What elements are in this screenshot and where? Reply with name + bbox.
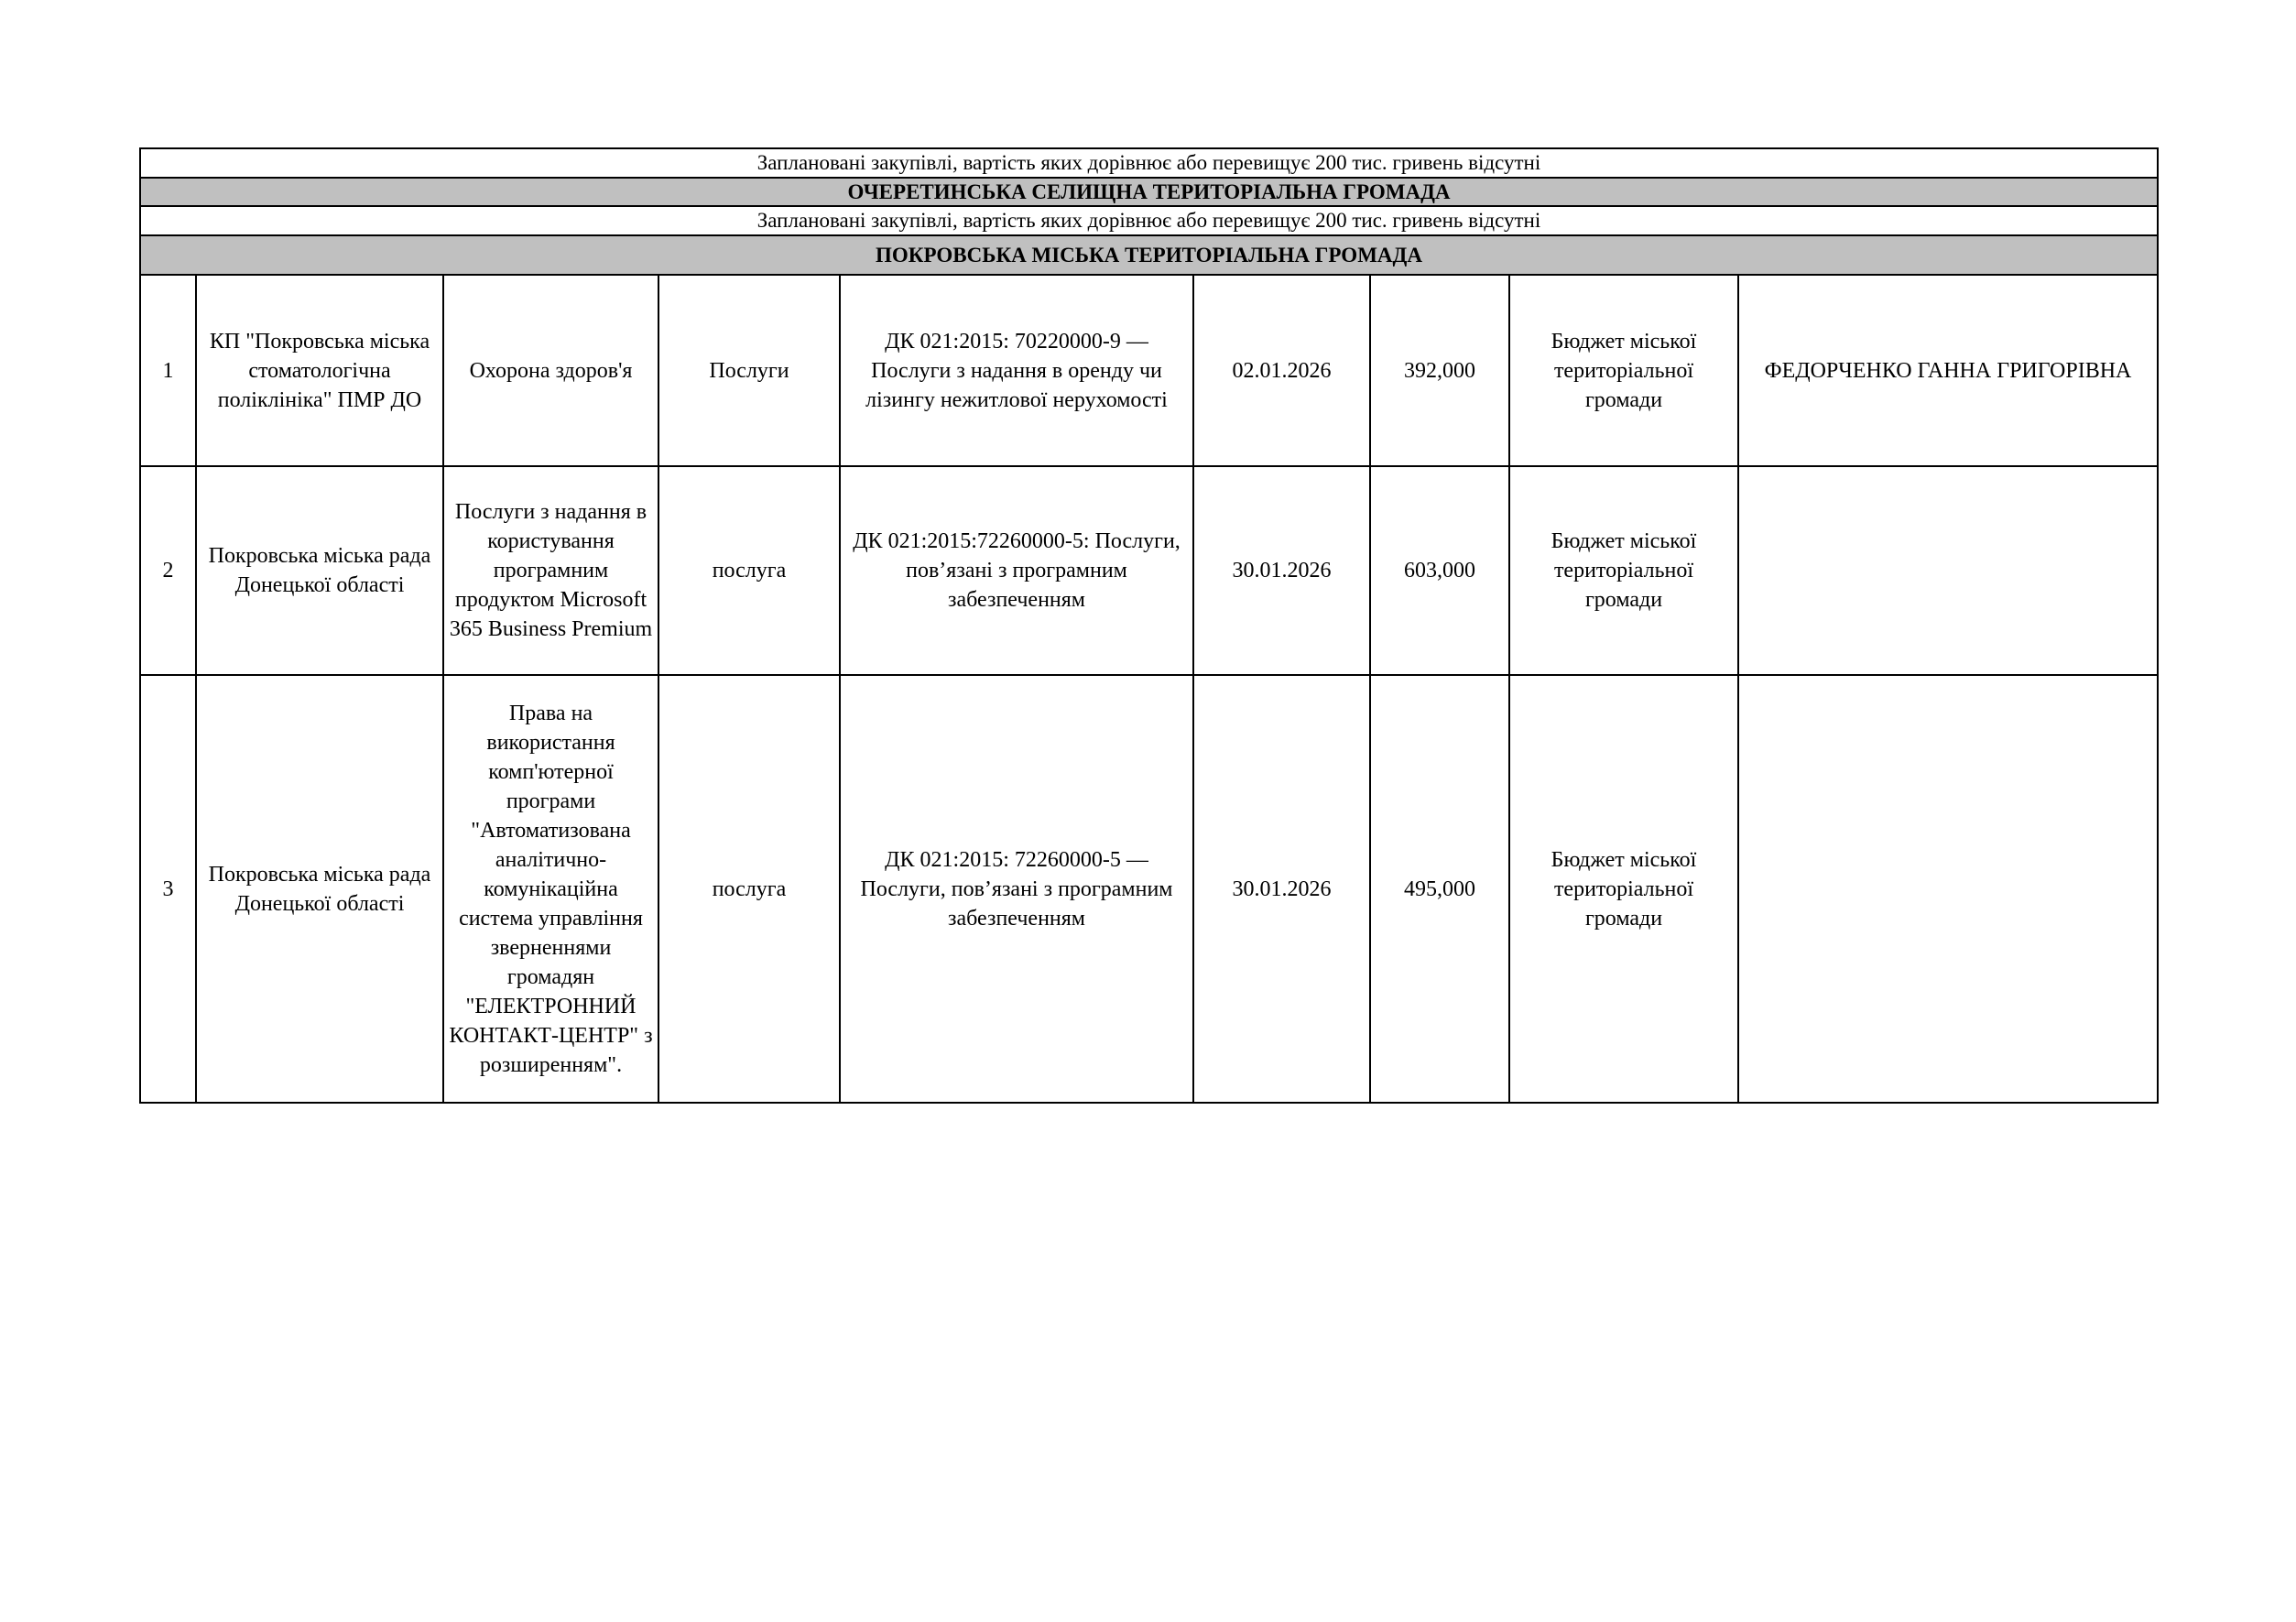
subject-cell: Послуги з надання в користування програмним продуктом Microsoft 365 Business Premium <box>443 466 658 675</box>
contact-person-cell: ФЕДОРЧЕНКО ГАННА ГРИГОРІВНА <box>1738 275 2158 466</box>
no-purchases-note: Заплановані закупівлі, вартість яких дорівнює або перевищує 200 тис. гривень відсутні <box>140 148 2158 178</box>
row-number: 1 <box>140 275 196 466</box>
row-number: 2 <box>140 466 196 675</box>
cpv-code-cell: ДК 021:2015:72260000-5: Послуги, пов’язані з програмним забезпеченням <box>840 466 1193 675</box>
subject-cell: Права на використання комп'ютерної програми "Автоматизована аналітично-комунікаційна система управління зверненнями громадян "ЕЛЕКТРОННИЙ КОНТАКТ-ЦЕНТР" з розширенням". <box>443 675 658 1103</box>
amount-cell: 495,000 <box>1370 675 1509 1103</box>
amount-cell: 603,000 <box>1370 466 1509 675</box>
table-row <box>140 675 2158 1103</box>
contact-person-cell <box>1738 675 2158 1103</box>
table-row <box>140 275 2158 466</box>
cpv-code-cell: ДК 021:2015: 72260000-5 — Послуги, пов’язані з програмним забезпеченням <box>840 675 1193 1103</box>
no-purchases-note: Заплановані закупівлі, вартість яких дорівнює або перевищує 200 тис. гривень відсутні <box>140 206 2158 235</box>
funding-source-cell: Бюджет міської територіальної громади <box>1509 675 1738 1103</box>
note-row <box>140 206 2158 235</box>
note-row <box>140 148 2158 178</box>
section-header-row <box>140 235 2158 275</box>
funding-source-cell: Бюджет міської територіальної громади <box>1509 275 1738 466</box>
row-number: 3 <box>140 675 196 1103</box>
amount-cell: 392,000 <box>1370 275 1509 466</box>
procurement-table <box>139 147 2159 1104</box>
date-cell: 30.01.2026 <box>1193 675 1370 1103</box>
procurement-type-cell: Послуги <box>658 275 840 466</box>
procurement-type-cell: послуга <box>658 675 840 1103</box>
customer-cell: КП "Покровська міська стоматологічна поліклініка" ПМР ДО <box>196 275 443 466</box>
customer-cell: Покровська міська рада Донецької області <box>196 466 443 675</box>
funding-source-cell: Бюджет міської територіальної громади <box>1509 466 1738 675</box>
date-cell: 02.01.2026 <box>1193 275 1370 466</box>
section-title-ocheretyne: ОЧЕРЕТИНСЬКА СЕЛИЩНА ТЕРИТОРІАЛЬНА ГРОМАДА <box>140 178 2158 206</box>
procurement-type-cell: послуга <box>658 466 840 675</box>
customer-cell: Покровська міська рада Донецької області <box>196 675 443 1103</box>
cpv-code-cell: ДК 021:2015: 70220000-9 — Послуги з надання в оренду чи лізингу нежитлової нерухомості <box>840 275 1193 466</box>
contact-person-cell <box>1738 466 2158 675</box>
table-row <box>140 466 2158 675</box>
section-title-pokrovsk: ПОКРОВСЬКА МІСЬКА ТЕРИТОРІАЛЬНА ГРОМАДА <box>140 235 2158 275</box>
subject-cell: Охорона здоров'я <box>443 275 658 466</box>
date-cell: 30.01.2026 <box>1193 466 1370 675</box>
section-header-row <box>140 178 2158 206</box>
